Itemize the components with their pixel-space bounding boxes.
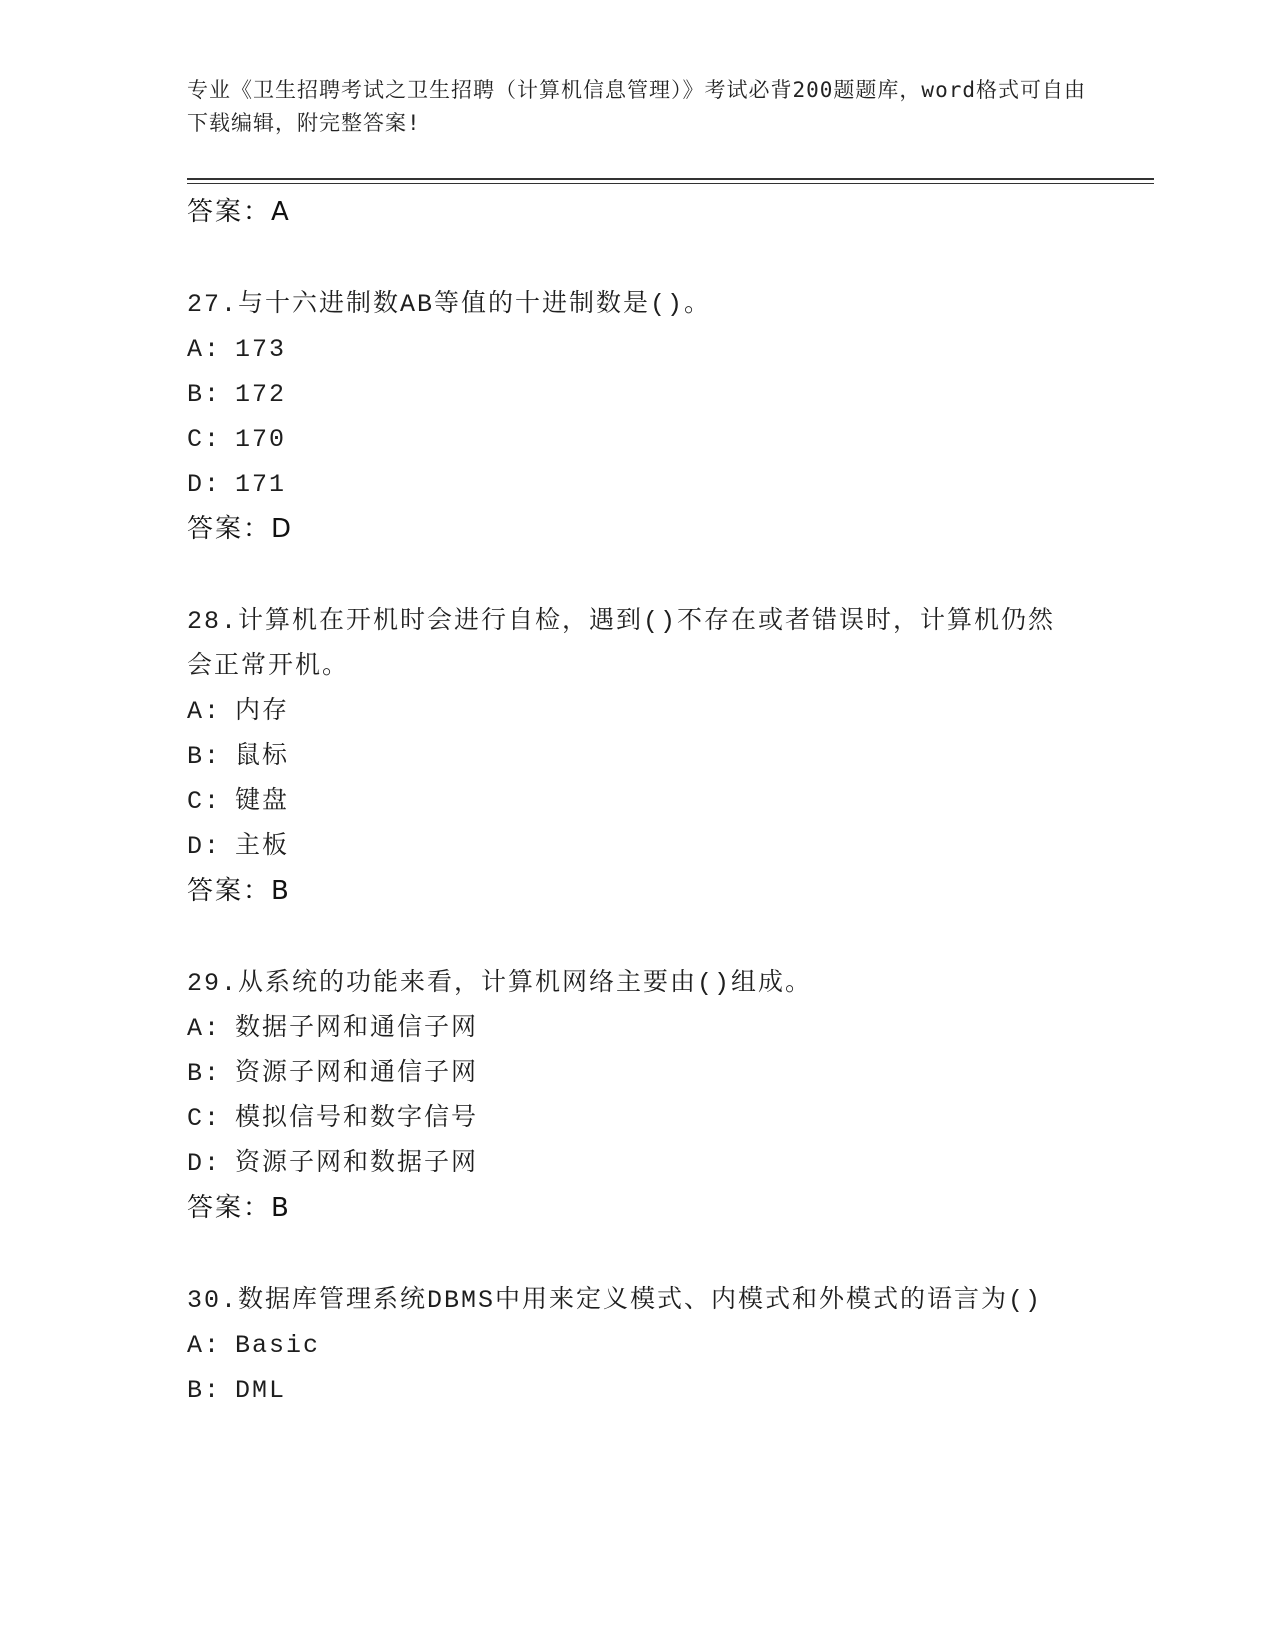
question-block [187,961,1087,1231]
option-a: A: 173 [187,327,1087,372]
option-letter: A [187,1331,205,1360]
option-letter: D [187,832,205,861]
option-letter: B [187,1376,205,1405]
option-text: 主板 [235,832,290,861]
option-a: A: 数据子网和通信子网 [187,1006,1087,1051]
option-d: D: 资源子网和数据子网 [187,1141,1087,1186]
option-text: 数据子网和通信子网 [235,1014,479,1043]
option-text: 模拟信号和数字信号 [235,1104,479,1133]
option-c: C: 170 [187,417,1087,462]
question-stem: 29.从系统的功能来看，计算机网络主要由()组成。 [187,969,813,998]
option-letter: C [187,787,205,816]
header-divider-thin [187,183,1154,184]
option-text: 170 [235,425,287,454]
option-letter: C [187,425,205,454]
header-divider-thick [187,178,1154,180]
spacer [187,552,1087,599]
option-text: 171 [235,470,287,499]
option-text: 内存 [235,697,290,726]
option-letter: B [187,742,205,771]
option-a: A: 内存 [187,689,1087,734]
option-a: A: Basic [187,1323,1087,1368]
question-stem: 27.与十六进制数AB等值的十进制数是()。 [187,290,712,319]
spacer [187,914,1087,961]
option-letter: A [187,1014,205,1043]
spacer [187,1231,1087,1278]
question-block [187,599,1087,914]
option-letter: C [187,1104,205,1133]
option-b: B: DML [187,1368,1087,1413]
option-letter: A [187,335,205,364]
option-text: 鼠标 [235,742,290,771]
question-block [187,282,1087,552]
option-text: DML [235,1376,287,1405]
option-c: C: 模拟信号和数字信号 [187,1096,1087,1141]
option-letter: A [187,697,205,726]
option-text: 173 [235,335,287,364]
option-d: D: 主板 [187,824,1087,869]
option-letter: D [187,470,205,499]
option-text: Basic [235,1331,321,1360]
option-letter: B [187,380,205,409]
option-letter: D [187,1149,205,1178]
answer-line: 答案：D [187,514,294,544]
option-text: 172 [235,380,287,409]
option-text: 资源子网和数据子网 [235,1149,479,1178]
option-text: 键盘 [235,787,290,816]
option-b: B: 资源子网和通信子网 [187,1051,1087,1096]
option-b: B: 鼠标 [187,734,1087,779]
question-stem: 30.数据库管理系统DBMS中用来定义模式、内模式和外模式的语言为() [187,1286,1043,1315]
option-c: C: 键盘 [187,779,1087,824]
question-stem: 28.计算机在开机时会进行自检，遇到()不存在或者错误时，计算机仍然会正常开机。 [187,607,1056,681]
previous-answer: 答案：A [187,197,291,227]
document-header: 专业《卫生招聘考试之卫生招聘（计算机信息管理）》考试必背200题题库，word格式可自由下载编辑，附完整答案! [187,78,1086,135]
answer-line: 答案：B [187,876,291,906]
answer-line: 答案：B [187,1193,291,1223]
question-list [187,190,1087,1413]
option-letter: B [187,1059,205,1088]
option-d: D: 171 [187,462,1087,507]
question-block [187,1278,1087,1413]
option-text: 资源子网和通信子网 [235,1059,479,1088]
spacer [187,235,1087,282]
option-b: B: 172 [187,372,1087,417]
